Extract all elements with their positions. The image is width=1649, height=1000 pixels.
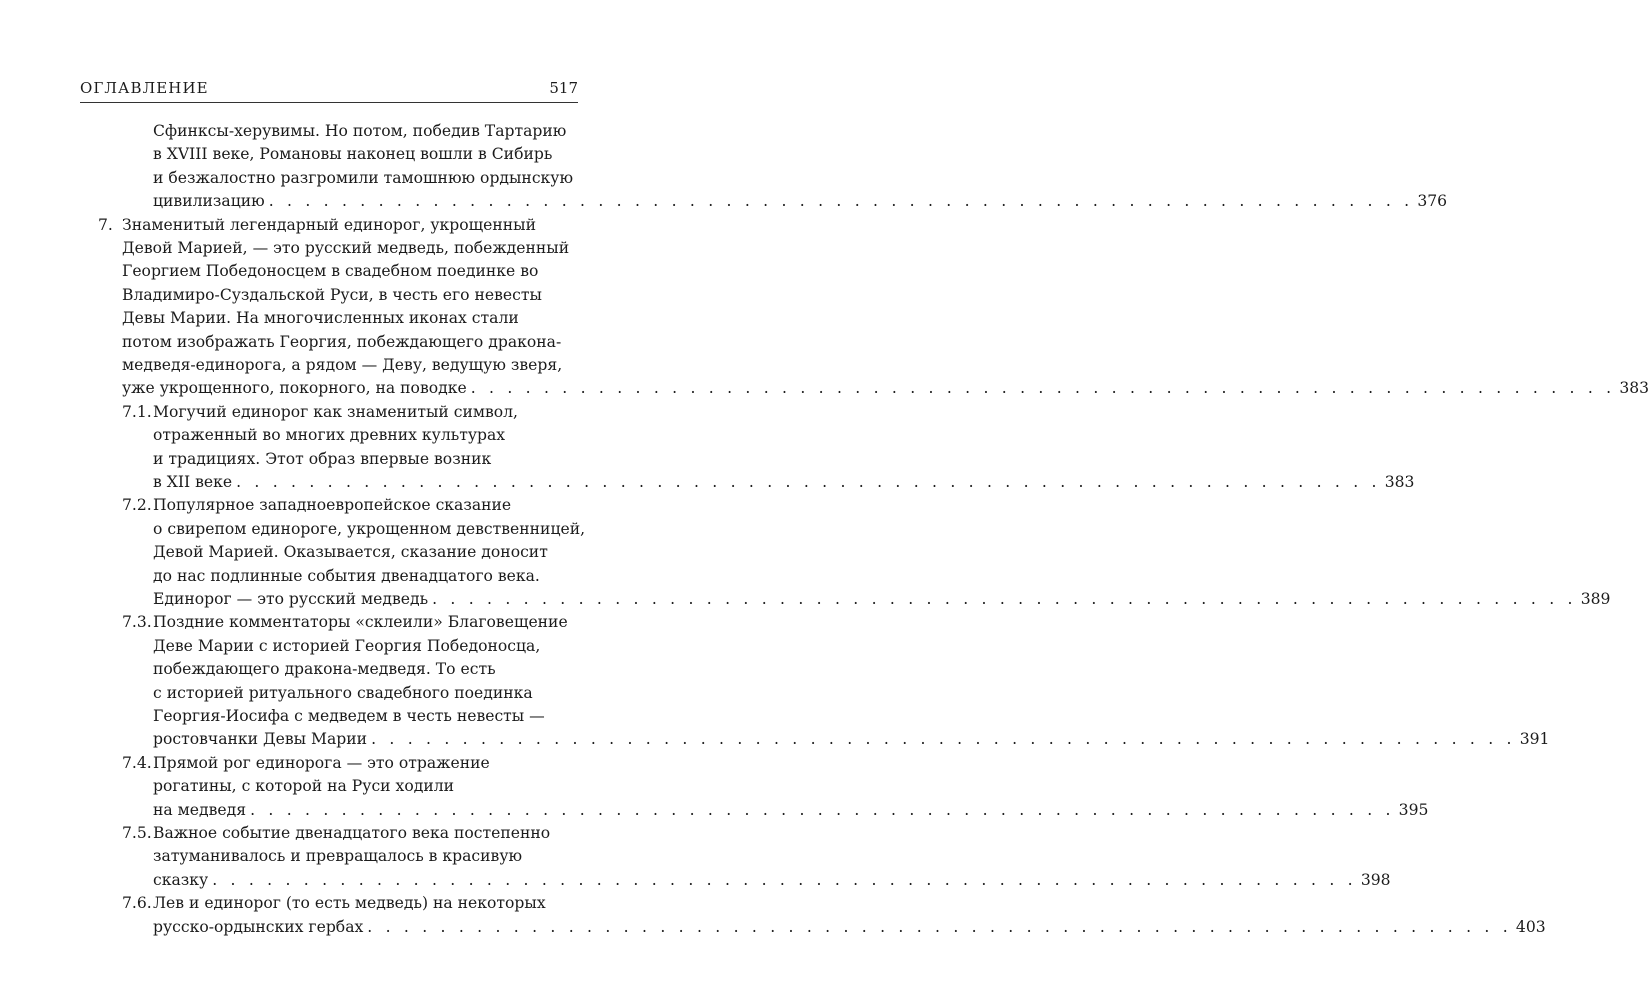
toc-entry-last-line bbox=[153, 798, 1429, 822]
toc-entry-line: Георгием Победоносцем в свадебном поединке во bbox=[122, 262, 539, 281]
toc-entry-line: и традициях. Этот образ впервые возник bbox=[153, 449, 492, 468]
toc-entry-line: Девы Марии. На многочисленных иконах стали bbox=[122, 309, 519, 328]
toc-entry-line: медведя-единорога, а рядом — Деву, ведущую зверя, bbox=[122, 356, 563, 374]
toc-entry-text: русско-ордынских гербах bbox=[153, 917, 364, 936]
toc-entry-line: и безжалостно разгромили тамошнюю ордынскую bbox=[153, 168, 574, 187]
header-rule bbox=[80, 102, 578, 103]
toc-entry-line: Важное событие двенадцатого века постепенно bbox=[153, 824, 551, 842]
toc-entry-number: 7.1. bbox=[122, 402, 152, 421]
toc-entry-line: Георгия-Иосифа с медведем в честь невесты — bbox=[153, 707, 545, 725]
toc-entry-text: в XII веке bbox=[153, 473, 233, 491]
toc-entry-number: 7.4. bbox=[122, 753, 152, 772]
toc-entry-line: рогатины, с которой на Руси ходили bbox=[153, 777, 455, 796]
toc-entry-line: Поздние комментаторы «склеили» Благовещение bbox=[153, 613, 568, 632]
toc-entry-line: Популярное западноевропейское сказание bbox=[153, 496, 512, 515]
toc-entry-text: на медведя bbox=[153, 800, 247, 819]
toc-entry-text: сказку bbox=[153, 870, 209, 889]
dot-leader: . . . . . . . . . . . . . . . . . . . . . . . . . . . . . . . . . . . . . . . . . . . . . . . . . . . . . . . . . . . . . . . bbox=[470, 379, 1616, 398]
toc-entry-line: Могучий единорог как знаменитый символ, bbox=[153, 402, 519, 421]
toc-entry-line: Лев и единорог (то есть медведь) на некоторых bbox=[153, 894, 546, 913]
dot-leader: . . . . . . . . . . . . . . . . . . . . . . . . . . . . . . . . . . . . . . . . . . . . . . . . . . . . . . . . . . . . . . . bbox=[432, 590, 1577, 608]
dot-leader: . . . . . . . . . . . . . . . . . . . . . . . . . . . . . . . . . . . . . . . . . . . . . . . . . . . . . . . . . . . . . . . bbox=[250, 800, 1395, 819]
header-title: ОГЛАВЛЕНИЕ bbox=[80, 79, 209, 97]
toc-entry-page[interactable]: 403 bbox=[1515, 917, 1546, 936]
toc-entry-number: 7.6. bbox=[122, 894, 152, 913]
toc-entry-number: 7. bbox=[98, 215, 113, 234]
toc-entry-line: в XVIII веке, Романовы наконец вошли в Сибирь bbox=[153, 145, 553, 164]
toc-entry-line: затуманивалось и превращалось в красивую bbox=[153, 847, 523, 866]
toc-entry-line: о свирепом единороге, укрощенном девственницей, bbox=[153, 519, 586, 538]
toc-entry-text: уже укрощенного, покорного, на поводке bbox=[122, 379, 467, 398]
toc-entry-page[interactable]: 383 bbox=[1384, 473, 1415, 491]
dot-leader: . . . . . . . . . . . . . . . . . . . . . . . . . . . . . . . . . . . . . . . . . . . . . . . . . . . . . . . . . . . . . . . bbox=[236, 473, 1381, 491]
toc-entry-last-line bbox=[153, 189, 1448, 213]
toc-entry-line: отраженный во многих древних культурах bbox=[153, 426, 506, 445]
toc-entry-line: до нас подлинные события двенадцатого века. bbox=[153, 566, 540, 585]
toc-entry-line: Знаменитый легендарный единорог, укрощенный bbox=[122, 215, 536, 234]
toc-entry-page[interactable]: 376 bbox=[1417, 192, 1448, 211]
toc-entry-line: потом изображать Георгия, побеждающего дракона- bbox=[122, 332, 562, 351]
toc-entry-line: Девой Марией. Оказывается, сказание доносит bbox=[153, 543, 548, 562]
toc-entry-last-line bbox=[153, 587, 1611, 611]
toc-entry-last-line bbox=[153, 727, 1550, 751]
toc-entry-line: Девой Марией, — это русский медведь, побежденный bbox=[122, 239, 570, 257]
toc-entry-number: 7.2. bbox=[122, 496, 152, 515]
toc-entry-line: побеждающего дракона-медведя. То есть bbox=[153, 660, 496, 679]
dot-leader: . . . . . . . . . . . . . . . . . . . . . . . . . . . . . . . . . . . . . . . . . . . . . . . . . . . . . . . . . . . . . . . bbox=[212, 870, 1357, 889]
toc-entry-page[interactable]: 383 bbox=[1619, 379, 1649, 398]
toc-entry-last-line bbox=[153, 915, 1546, 939]
toc-entry-line: с историей ритуального свадебного поединка bbox=[153, 683, 533, 702]
dot-leader: . . . . . . . . . . . . . . . . . . . . . . . . . . . . . . . . . . . . . . . . . . . . . . . . . . . . . . . . . . . . . . . bbox=[268, 192, 1414, 211]
toc-entry-page[interactable]: 398 bbox=[1360, 870, 1391, 889]
toc-entry-page[interactable]: 389 bbox=[1580, 590, 1611, 608]
toc-entry-number: 7.3. bbox=[122, 613, 152, 632]
toc-entry-last-line bbox=[153, 470, 1415, 494]
toc-entry-line: Владимиро-Суздальской Руси, в честь его невесты bbox=[122, 285, 542, 304]
toc-entry-number: 7.5. bbox=[122, 824, 152, 842]
dot-leader: . . . . . . . . . . . . . . . . . . . . . . . . . . . . . . . . . . . . . . . . . . . . . . . . . . . . . . . . . . . . . . . bbox=[371, 730, 1516, 749]
header-page-number: 517 bbox=[549, 79, 578, 97]
toc-entry-text: ростовчанки Девы Марии bbox=[153, 730, 368, 749]
dot-leader: . . . . . . . . . . . . . . . . . . . . . . . . . . . . . . . . . . . . . . . . . . . . . . . . . . . . . . . . . . . . . . . bbox=[367, 917, 1512, 936]
toc-entry-line: Сфинксы-херувимы. Но потом, победив Тартарию bbox=[153, 122, 567, 140]
toc-entry-last-line bbox=[122, 376, 1649, 400]
toc-entry-line: Прямой рог единорога — это отражение bbox=[153, 753, 490, 772]
running-header bbox=[80, 79, 578, 103]
toc-entry-text: цивилизацию bbox=[153, 192, 265, 211]
toc-entry-text: Единорог — это русский медведь bbox=[153, 590, 429, 608]
toc-entry-page[interactable]: 395 bbox=[1398, 800, 1429, 819]
toc-entry-page[interactable]: 391 bbox=[1519, 730, 1550, 749]
toc-entry-last-line bbox=[153, 868, 1391, 892]
toc-entry-line: Деве Марии с историей Георгия Победоносца, bbox=[153, 636, 541, 655]
